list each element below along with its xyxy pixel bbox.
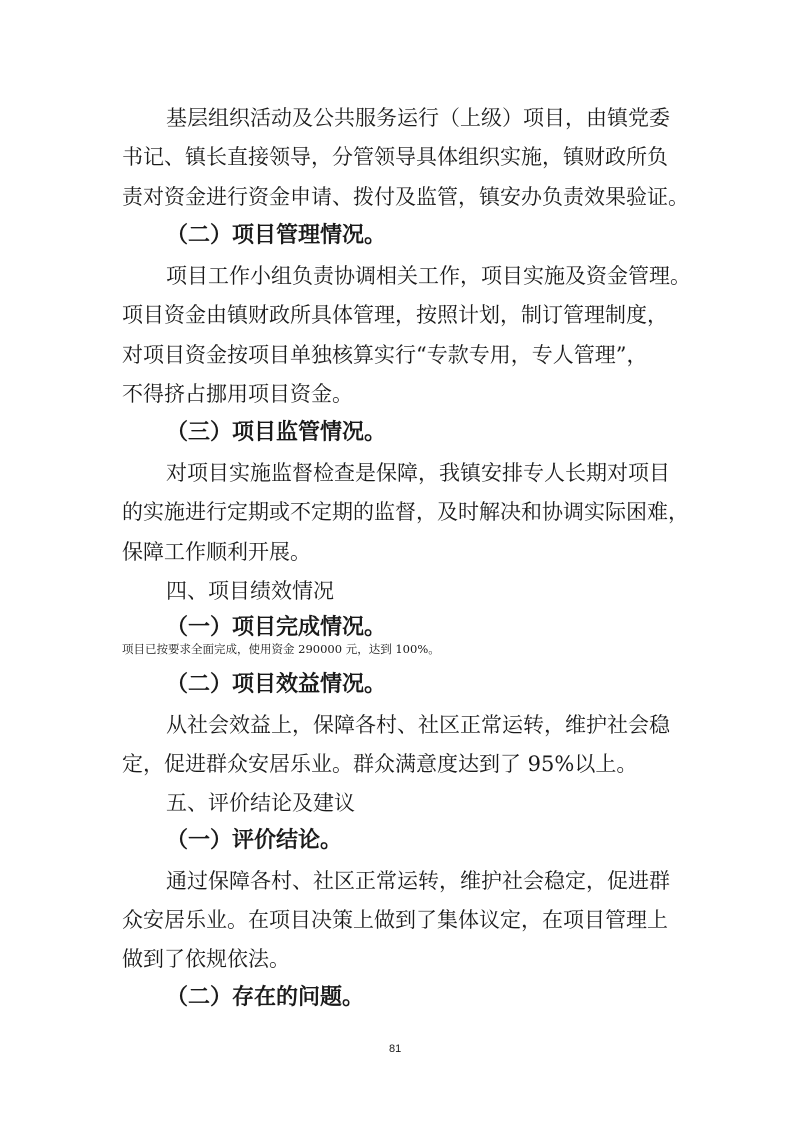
section-heading: （二）存在的问题。 (166, 985, 365, 1010)
paragraph-line: 项目资金由镇财政所具体管理，按照计划，制订管理制度， (122, 303, 668, 327)
section-heading: （一）评价结论。 (166, 828, 343, 853)
section-heading: （二）项目效益情况。 (166, 672, 387, 697)
paragraph-line: 定，促进群众安居乐业。群众满意度达到了 95%以上。 (122, 752, 638, 776)
completion-note: 项目已按要求全面完成，使用资金 290000 元，达到 100%。 (122, 642, 440, 656)
chapter-heading: 四、项目绩效情况 (166, 579, 334, 603)
paragraph-line: 通过保障各村、社区正常运转，维护社会稳定，促进群 (166, 869, 670, 893)
paragraph-line: 项目工作小组负责协调相关工作，项目实施及资金管理。 (166, 264, 691, 288)
chapter-heading: 五、评价结论及建议 (166, 791, 355, 815)
paragraph-line: 从社会效益上，保障各村、社区正常运转，维护社会稳 (166, 713, 670, 737)
section-heading: （三）项目监管情况。 (166, 420, 387, 445)
paragraph-line: 不得挤占挪用项目资金。 (122, 382, 353, 406)
paragraph-line: 做到了依规依法。 (122, 947, 290, 971)
paragraph-line: 基层组织活动及公共服务运行（上级）项目，由镇党委 (166, 106, 670, 130)
page-number: 81 (389, 1043, 402, 1055)
paragraph-line: 对项目实施监督检查是保障，我镇安排专人长期对项目 (166, 461, 670, 485)
paragraph-line: 众安居乐业。在项目决策上做到了集体议定，在项目管理上 (122, 908, 668, 932)
paragraph-line: 责对资金进行资金申请、拨付及监管，镇安办负责效果验证。 (122, 185, 689, 209)
paragraph-line: 对项目资金按项目单独核算实行“专款专用，专人管理”， (122, 343, 648, 367)
paragraph-line: 保障工作顺利开展。 (122, 540, 311, 564)
paragraph-line: 书记、镇长直接领导，分管领导具体组织实施，镇财政所负 (122, 145, 668, 169)
section-heading: （一）项目完成情况。 (166, 615, 387, 640)
section-heading: （二）项目管理情况。 (166, 223, 387, 248)
paragraph-line: 的实施进行定期或不定期的监督，及时解决和协调实际困难， (122, 500, 689, 524)
